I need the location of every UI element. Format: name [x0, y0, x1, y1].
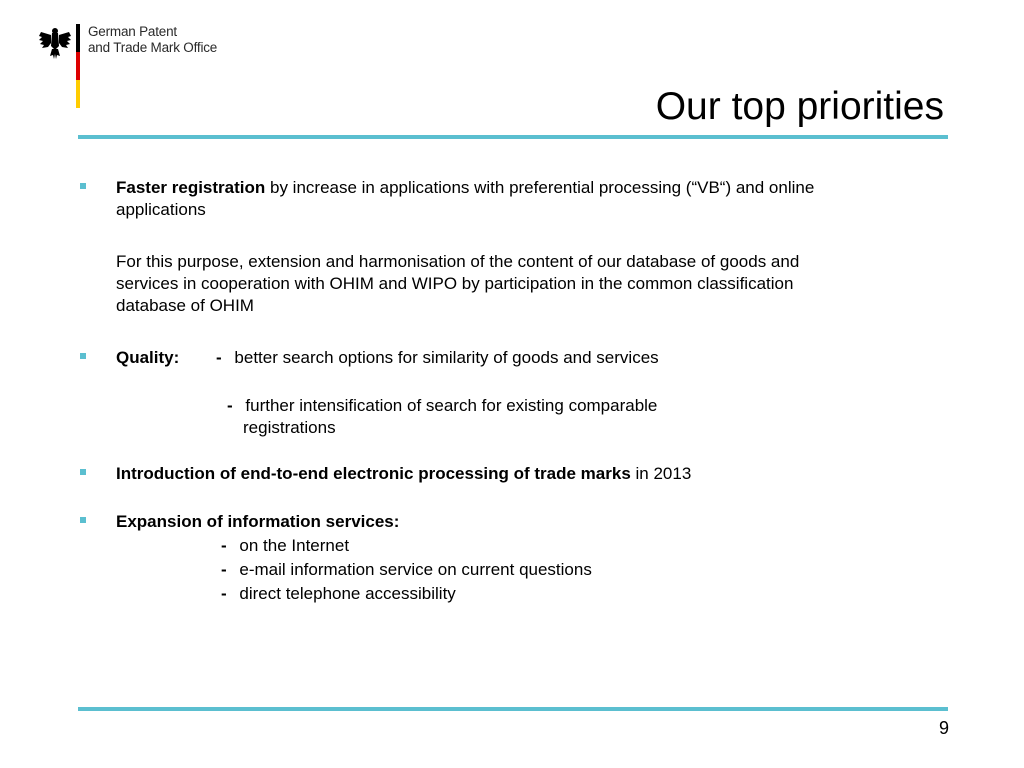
organization-name — [88, 24, 217, 56]
item-1-bold: Faster registration — [116, 178, 266, 197]
org-name-line-1: German Patent — [88, 24, 177, 39]
item-1-text: by increase in applications with preferential processing (“VB“) and online — [270, 178, 815, 197]
dash: - — [221, 536, 227, 555]
dash: - — [221, 560, 227, 579]
item-4-label — [116, 511, 399, 533]
org-name-line-2: and Trade Mark Office — [88, 40, 218, 55]
top-divider — [78, 135, 948, 139]
flag-stripe-red — [76, 52, 80, 80]
dash: - — [221, 584, 227, 603]
dash: - — [227, 396, 233, 415]
item-3-bold: Introduction of end-to-end electronic processing of trade marks — [116, 464, 631, 483]
item-1-paragraph-line-1: For this purpose, extension and harmonisation of the content of our database of goods and — [116, 252, 800, 271]
item-4-sub-1-text: on the Internet — [239, 536, 350, 555]
item-2-bold: Quality: — [116, 348, 180, 367]
item-4-sub-3-text: direct telephone accessibility — [239, 584, 456, 603]
item-1-line-2: applications — [116, 200, 206, 219]
item-2-sub-1-text: better search options for similarity of goods and services — [234, 348, 659, 367]
bullet-icon — [80, 353, 86, 359]
item-4-bold: Expansion of information services: — [116, 512, 400, 531]
page-number: 9 — [938, 718, 949, 738]
item-1-line-1 — [116, 177, 814, 199]
bullet-icon — [80, 469, 86, 475]
item-4-sub-2 — [221, 559, 592, 581]
item-1-paragraph-line-2: services in cooperation with OHIM and WIPO by participation in the common classification — [116, 274, 794, 293]
item-2-sub-2 — [227, 395, 657, 417]
item-4-sub-1 — [221, 535, 349, 557]
item-3-text: in 2013 — [635, 464, 692, 483]
flag-stripe-black — [76, 24, 80, 52]
bullet-icon — [80, 183, 86, 189]
slide-title: Our top priorities — [655, 85, 944, 128]
bullet-icon — [80, 517, 86, 523]
federal-eagle-icon — [38, 26, 72, 60]
dash: - — [216, 348, 222, 367]
item-2-sub-1 — [216, 347, 659, 369]
flag-stripe-gold — [76, 80, 80, 108]
item-4-sub-2-text: e-mail information service on current questions — [239, 560, 592, 579]
item-1-paragraph-line-3: database of OHIM — [116, 296, 254, 315]
item-2-label — [116, 347, 179, 369]
flag-bar — [76, 24, 80, 108]
item-2-sub-2-line-2: registrations — [243, 418, 336, 437]
item-3 — [116, 463, 691, 485]
item-2-sub-2-text: further intensification of search for existing comparable — [245, 396, 658, 415]
item-4-sub-3 — [221, 583, 456, 605]
bottom-divider — [78, 707, 948, 711]
